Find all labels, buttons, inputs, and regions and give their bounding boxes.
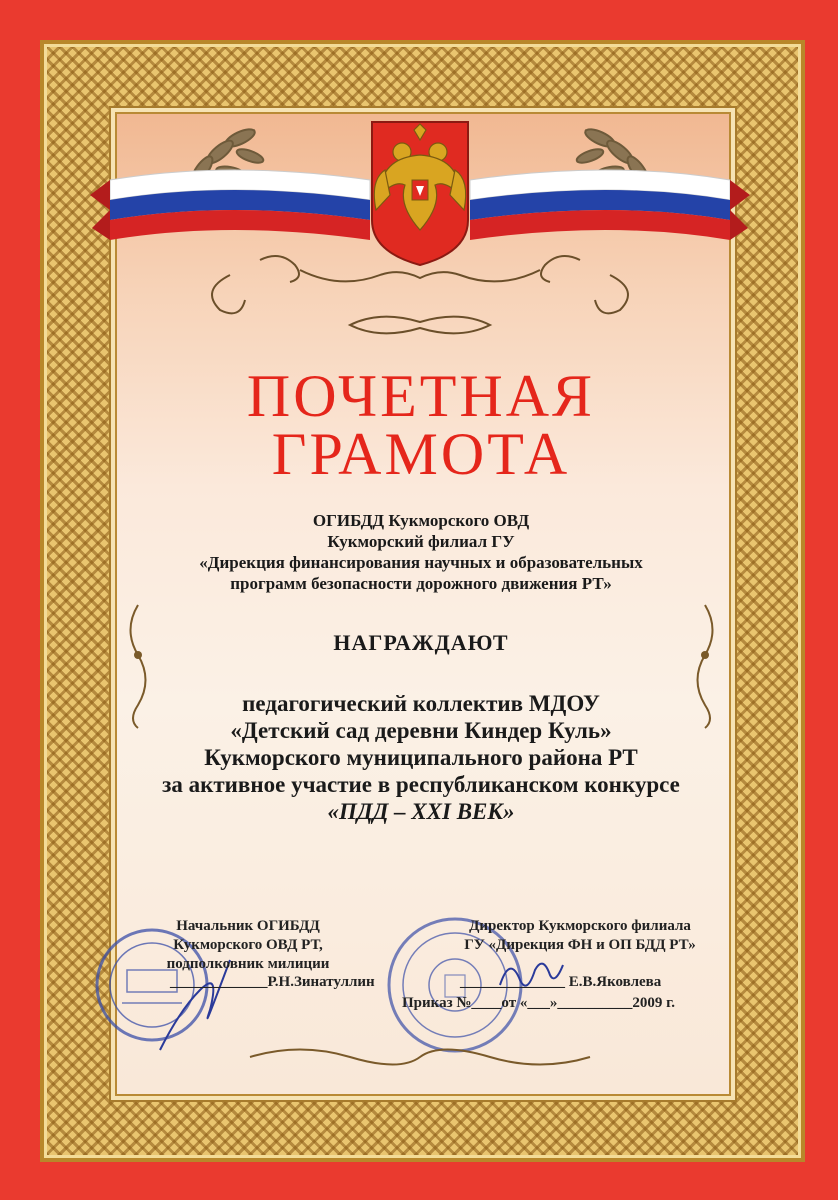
recipient-line: педагогический коллектив МДОУ [242, 691, 600, 716]
issuer-block [115, 510, 727, 594]
left-signatory-block [128, 917, 368, 974]
right-signatory-line: Директор Кукморского филиала [469, 918, 691, 934]
scroll-ornament [212, 256, 628, 333]
coat-of-arms-shield [372, 122, 468, 265]
recipient-block [115, 690, 727, 825]
title-line-2: ГРАМОТА [271, 421, 571, 487]
order-number-line: Приказ №____от «___»__________2009 г. [402, 995, 675, 1011]
right-signatory-line: ГУ «Дирекция ФН и ОП БДД РТ» [464, 937, 696, 953]
award-verb: НАГРАЖДАЮТ [333, 630, 509, 655]
recipient-line: за активное участие в республиканском конкурсе [162, 772, 680, 797]
left-signatory-line: Кукморского ОВД РТ, [173, 937, 323, 953]
contest-name: «ПДД – XXI ВЕК» [327, 799, 515, 824]
issuer-line: Кукморский филиал ГУ [327, 532, 515, 551]
recipient-line: «Детский сад деревни Киндер Куль» [230, 718, 612, 743]
left-signatory-line: Начальник ОГИБДД [176, 918, 320, 934]
left-signatory-name: _____________Р.Н.Зинатуллин [170, 974, 375, 990]
right-signatory-block [430, 917, 730, 955]
title-line-1: ПОЧЕТНАЯ [246, 363, 596, 429]
issuer-line: программ безопасности дорожного движения РТ» [230, 574, 612, 593]
right-tricolor-ribbon [470, 170, 750, 240]
recipient-line: Кукморского муниципального района РТ [204, 745, 638, 770]
issuer-line: «Дирекция финансирования научных и образовательных [199, 553, 643, 572]
bottom-ornament [240, 1042, 600, 1072]
left-tricolor-ribbon [90, 170, 370, 240]
right-signatory-name: ______________ Е.В.Яковлева [460, 974, 662, 990]
coat-of-arms-with-ribbon [80, 100, 760, 360]
left-signatory-line: подполковник милиции [166, 956, 330, 972]
issuer-line: ОГИБДД Кукморского ОВД [312, 511, 530, 530]
